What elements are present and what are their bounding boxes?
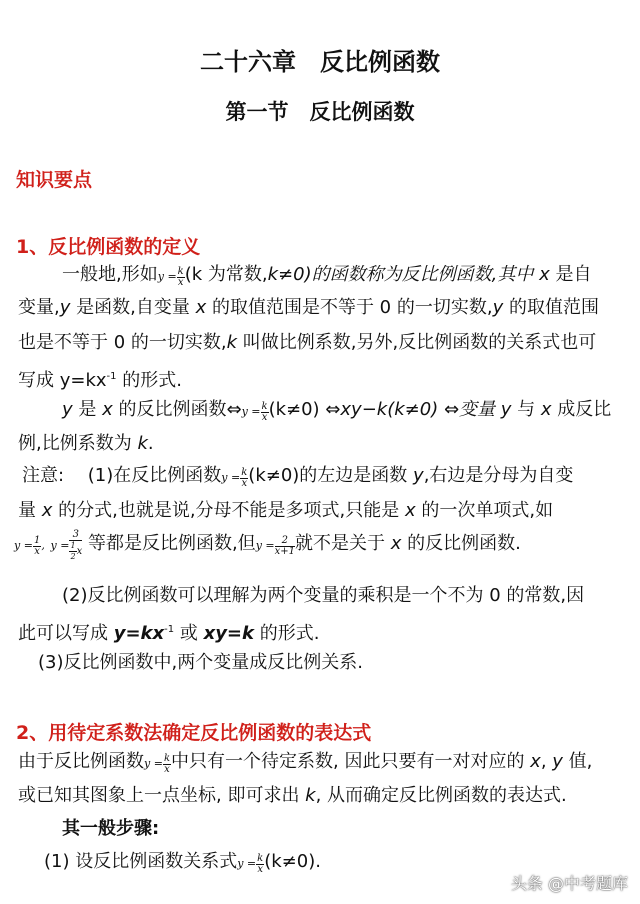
formula-y-eq-k-over-x: y = $\frac{k}{x}$ [157,265,184,288]
p2-line1: y 是 x 的反比例函数⇔y = $\frac{k}{x}$ (k≠0) ⇔xy−k(k≠0) ⇔变量 y 与 x 成反比 [62,399,612,423]
method-heading: 2、用待定系数法确定反比例函数的表达式 [16,722,372,744]
p3-line1: 注意: (1)在反比例函数y = $\frac{k}{x}$ (k≠0)的左边是函数 y,右边是分母为自变 [22,465,574,489]
p1-line1 [62,265,591,288]
definition-heading: 1、反比例函数的定义 [16,236,201,258]
steps-heading: 其一般步骤: [62,818,160,839]
p1-line2: 变量,y 是函数,自变量 x 的取值范围是不等于 0 的一切实数,y 的取值范围 [18,297,599,318]
watermark: 头条 @中考题库 [510,874,628,893]
chapter-title: 二十六章 反比例函数 [200,48,440,76]
formula-y-eq-k-over-x: y = $\frac{k}{x}$ [221,466,248,489]
text: k≠0)的函数称为反比例函数,其中 [267,264,540,285]
formula-y-eq-k-over-x: y = $\frac{k}{x}$ [241,400,268,423]
formula-y-eq-k-over-x: y = $\frac{k}{x}$ [237,852,264,875]
p1-line3: 也是不等于 0 的一切实数,k 叫做比例系数,另外,反比例函数的关系式也可 [18,332,597,353]
p4-line2: 此可以写成 $y=kx^{-1}$ 或 xy=k 的形式. [18,623,320,644]
p6-line1: 由于反比例函数y = $\frac{k}{x}$ 中只有一个待定系数, 因此只要有一对对应的 x, y 值, [18,751,593,775]
p3-line3: y = $\frac{1}{x}$ , y = 3 $\frac{1}{2}$ x 等都是反比例函数,但y = $\frac{2}{x+1}$ 就不是关于 x 的反比例函数. [14,529,521,561]
p2-line2: 例,比例系数为 k. [18,433,154,454]
p5: (3)反比例函数中,两个变量成反比例关系. [38,652,363,673]
formula-y-eq-k-over-x: y = $\frac{k}{x}$ [144,752,170,775]
p3-line2: 量 x 的分式,也就是说,分母不能是多项式,只能是 x 的一次单项式,如 [18,500,554,521]
p4-line1: (2)反比例函数可以理解为两个变量的乘积是一个不为 0 的常数,因 [62,585,585,606]
formula-y-eq-2-over-x-plus-1: y = $\frac{2}{x+1}$ [255,534,296,557]
var-x: x [539,264,550,285]
formula-y-eq-1-over-x: y = $\frac{1}{x}$ , [14,534,45,557]
text: 一般地,形如 [62,264,158,285]
text: (k 为常数, [184,264,268,285]
section-title: 第一节 反比例函数 [225,100,415,124]
knowledge-heading: 知识要点 [16,169,93,191]
step-1: (1) 设反比例函数关系式y = $\frac{k}{x}$ (k≠0). [44,851,321,875]
formula-y-eq-3-over-half-x: y = 3 $\frac{1}{2}$ x [50,529,83,561]
p6-line2: 或已知其图象上一点坐标, 即可求出 k, 从而确定反比例函数的表达式. [18,785,567,806]
p1-line4: 写成 $y=kx^{-1}$ 的形式. [18,370,182,391]
text: 是自 [549,264,592,285]
